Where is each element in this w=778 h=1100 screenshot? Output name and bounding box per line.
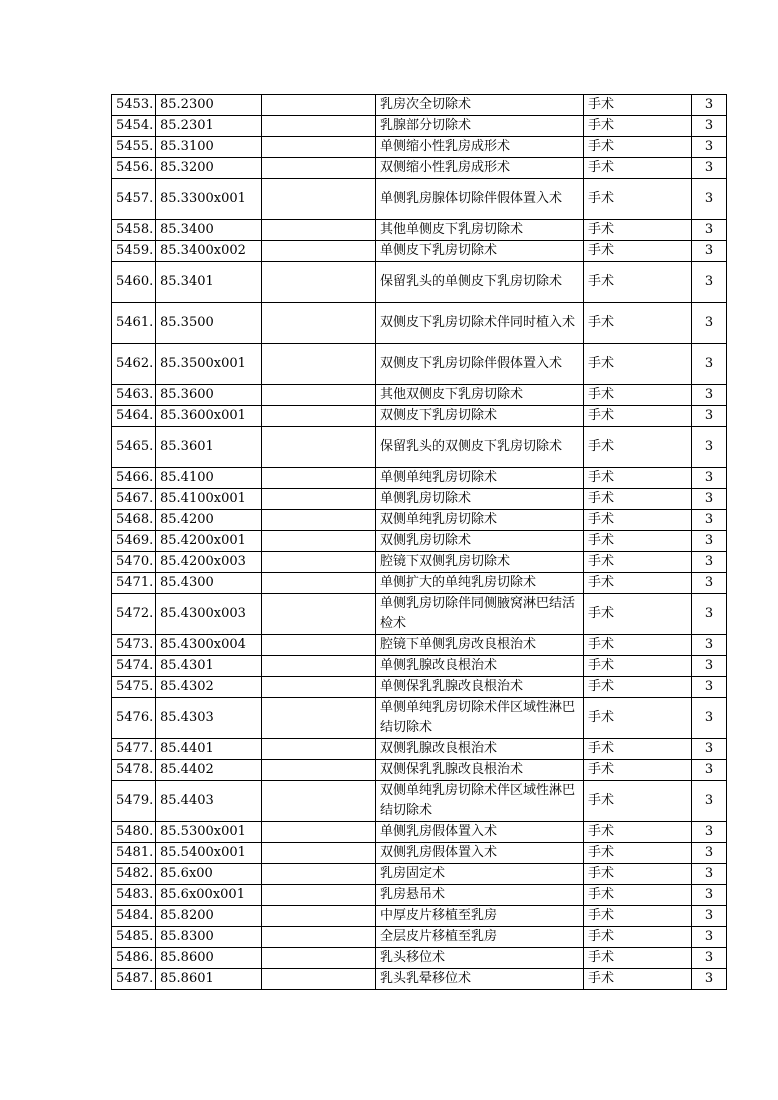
procedure-category: 手术 [584, 510, 692, 531]
procedure-name: 全层皮片移植至乳房 [376, 927, 584, 948]
procedure-code: 85.8601 [156, 969, 262, 990]
procedure-name: 单侧缩小性乳房成形术 [376, 137, 584, 158]
table-row [112, 739, 727, 760]
row-number: 5467. [112, 489, 156, 510]
extra-code [262, 179, 376, 220]
table-row [112, 406, 727, 427]
procedure-level: 3 [692, 677, 727, 698]
procedure-category: 手术 [584, 906, 692, 927]
procedure-code: 85.4100 [156, 468, 262, 489]
procedure-level: 3 [692, 489, 727, 510]
procedure-name: 乳头移位术 [376, 948, 584, 969]
procedure-code: 85.3600 [156, 385, 262, 406]
procedure-category: 手术 [584, 885, 692, 906]
procedure-category: 手术 [584, 760, 692, 781]
table-row [112, 427, 727, 468]
extra-code [262, 635, 376, 656]
procedure-code: 85.2301 [156, 116, 262, 137]
table-row [112, 822, 727, 843]
procedure-code: 85.4303 [156, 698, 262, 739]
procedure-name: 单侧扩大的单纯乳房切除术 [376, 573, 584, 594]
procedure-name: 乳房次全切除术 [376, 95, 584, 116]
row-number: 5456. [112, 158, 156, 179]
extra-code [262, 948, 376, 969]
procedure-name: 乳房悬吊术 [376, 885, 584, 906]
row-number: 5464. [112, 406, 156, 427]
procedure-code: 85.3300x001 [156, 179, 262, 220]
table-row [112, 781, 727, 822]
procedure-level: 3 [692, 220, 727, 241]
table-row [112, 158, 727, 179]
procedure-category: 手术 [584, 137, 692, 158]
procedure-code: 85.2300 [156, 95, 262, 116]
row-number: 5459. [112, 241, 156, 262]
procedure-name: 单侧单纯乳房切除术 [376, 468, 584, 489]
procedure-level: 3 [692, 739, 727, 760]
row-number: 5461. [112, 303, 156, 344]
procedure-name: 单侧乳腺改良根治术 [376, 656, 584, 677]
table-row [112, 303, 727, 344]
row-number: 5481. [112, 843, 156, 864]
procedure-name: 单侧乳房切除术 [376, 489, 584, 510]
procedure-level: 3 [692, 137, 727, 158]
procedure-category: 手术 [584, 948, 692, 969]
extra-code [262, 262, 376, 303]
procedure-name: 双侧皮下乳房切除伴假体置入术 [376, 344, 584, 385]
row-number: 5483. [112, 885, 156, 906]
procedure-category: 手术 [584, 489, 692, 510]
procedure-name: 双侧单纯乳房切除术伴区域性淋巴结切除术 [376, 781, 584, 822]
procedure-level: 3 [692, 158, 727, 179]
procedure-category: 手术 [584, 116, 692, 137]
procedure-level: 3 [692, 303, 727, 344]
procedure-name: 乳腺部分切除术 [376, 116, 584, 137]
procedure-code: 85.4301 [156, 656, 262, 677]
extra-code [262, 698, 376, 739]
procedure-level: 3 [692, 468, 727, 489]
procedure-level: 3 [692, 822, 727, 843]
row-number: 5454. [112, 116, 156, 137]
extra-code [262, 489, 376, 510]
extra-code [262, 510, 376, 531]
procedure-code: 85.4200x001 [156, 531, 262, 552]
procedure-table-body [112, 95, 727, 990]
procedure-level: 3 [692, 116, 727, 137]
extra-code [262, 573, 376, 594]
row-number: 5471. [112, 573, 156, 594]
procedure-name: 其他单侧皮下乳房切除术 [376, 220, 584, 241]
procedure-code: 85.4200 [156, 510, 262, 531]
procedure-category: 手术 [584, 573, 692, 594]
procedure-level: 3 [692, 262, 727, 303]
table-row [112, 344, 727, 385]
row-number: 5477. [112, 739, 156, 760]
extra-code [262, 864, 376, 885]
procedure-category: 手术 [584, 927, 692, 948]
extra-code [262, 385, 376, 406]
extra-code [262, 739, 376, 760]
row-number: 5457. [112, 179, 156, 220]
table-row [112, 864, 727, 885]
extra-code [262, 531, 376, 552]
procedure-category: 手术 [584, 656, 692, 677]
procedure-level: 3 [692, 385, 727, 406]
row-number: 5460. [112, 262, 156, 303]
procedure-code: 85.6x00x001 [156, 885, 262, 906]
procedure-category: 手术 [584, 864, 692, 885]
procedure-category: 手术 [584, 969, 692, 990]
row-number: 5468. [112, 510, 156, 531]
procedure-category: 手术 [584, 843, 692, 864]
procedure-level: 3 [692, 510, 727, 531]
row-number: 5470. [112, 552, 156, 573]
procedure-category: 手术 [584, 698, 692, 739]
table-row [112, 179, 727, 220]
row-number: 5458. [112, 220, 156, 241]
procedure-category: 手术 [584, 220, 692, 241]
procedure-code: 85.3400x002 [156, 241, 262, 262]
procedure-level: 3 [692, 95, 727, 116]
procedure-code: 85.5300x001 [156, 822, 262, 843]
procedure-name: 单侧皮下乳房切除术 [376, 241, 584, 262]
row-number: 5465. [112, 427, 156, 468]
procedure-name: 单侧乳房切除伴同侧腋窝淋巴结活检术 [376, 594, 584, 635]
row-number: 5487. [112, 969, 156, 990]
procedure-code: 85.4300x003 [156, 594, 262, 635]
procedure-code: 85.4200x003 [156, 552, 262, 573]
extra-code [262, 927, 376, 948]
table-row [112, 927, 727, 948]
procedure-code: 85.5400x001 [156, 843, 262, 864]
row-number: 5462. [112, 344, 156, 385]
procedure-level: 3 [692, 927, 727, 948]
procedure-name: 腔镜下双侧乳房切除术 [376, 552, 584, 573]
procedure-code: 85.3100 [156, 137, 262, 158]
procedure-category: 手术 [584, 158, 692, 179]
procedure-category: 手术 [584, 303, 692, 344]
procedure-category: 手术 [584, 635, 692, 656]
procedure-code: 85.3500x001 [156, 344, 262, 385]
procedure-code: 85.4100x001 [156, 489, 262, 510]
procedure-table [111, 94, 727, 990]
extra-code [262, 885, 376, 906]
extra-code [262, 781, 376, 822]
procedure-level: 3 [692, 760, 727, 781]
row-number: 5482. [112, 864, 156, 885]
procedure-name: 腔镜下单侧乳房改良根治术 [376, 635, 584, 656]
extra-code [262, 822, 376, 843]
row-number: 5453. [112, 95, 156, 116]
table-row [112, 698, 727, 739]
table-row [112, 468, 727, 489]
procedure-category: 手术 [584, 344, 692, 385]
table-row [112, 95, 727, 116]
row-number: 5479. [112, 781, 156, 822]
procedure-category: 手术 [584, 677, 692, 698]
row-number: 5476. [112, 698, 156, 739]
extra-code [262, 760, 376, 781]
extra-code [262, 137, 376, 158]
procedure-level: 3 [692, 179, 727, 220]
procedure-code: 85.4401 [156, 739, 262, 760]
table-row [112, 552, 727, 573]
procedure-name: 保留乳头的单侧皮下乳房切除术 [376, 262, 584, 303]
procedure-name: 双侧皮下乳房切除术伴同时植入术 [376, 303, 584, 344]
procedure-level: 3 [692, 781, 727, 822]
procedure-level: 3 [692, 635, 727, 656]
extra-code [262, 427, 376, 468]
procedure-category: 手术 [584, 739, 692, 760]
procedure-name: 单侧单纯乳房切除术伴区域性淋巴结切除术 [376, 698, 584, 739]
procedure-name: 双侧乳房假体置入术 [376, 843, 584, 864]
procedure-name: 乳房固定术 [376, 864, 584, 885]
table-row [112, 948, 727, 969]
extra-code [262, 158, 376, 179]
procedure-level: 3 [692, 698, 727, 739]
table-row [112, 885, 727, 906]
procedure-category: 手术 [584, 594, 692, 635]
procedure-level: 3 [692, 656, 727, 677]
procedure-name: 双侧保乳乳腺改良根治术 [376, 760, 584, 781]
extra-code [262, 468, 376, 489]
row-number: 5469. [112, 531, 156, 552]
procedure-code: 85.3601 [156, 427, 262, 468]
procedure-name: 乳头乳晕移位术 [376, 969, 584, 990]
extra-code [262, 303, 376, 344]
procedure-category: 手术 [584, 179, 692, 220]
extra-code [262, 241, 376, 262]
procedure-category: 手术 [584, 781, 692, 822]
table-row [112, 906, 727, 927]
row-number: 5472. [112, 594, 156, 635]
procedure-category: 手术 [584, 241, 692, 262]
table-row [112, 489, 727, 510]
extra-code [262, 843, 376, 864]
procedure-name: 中厚皮片移植至乳房 [376, 906, 584, 927]
extra-code [262, 220, 376, 241]
procedure-code: 85.3600x001 [156, 406, 262, 427]
table-row [112, 220, 727, 241]
procedure-code: 85.4300x004 [156, 635, 262, 656]
table-row [112, 594, 727, 635]
procedure-category: 手术 [584, 531, 692, 552]
procedure-code: 85.4302 [156, 677, 262, 698]
procedure-level: 3 [692, 885, 727, 906]
row-number: 5473. [112, 635, 156, 656]
row-number: 5480. [112, 822, 156, 843]
row-number: 5455. [112, 137, 156, 158]
row-number: 5485. [112, 927, 156, 948]
table-row [112, 510, 727, 531]
procedure-level: 3 [692, 906, 727, 927]
procedure-level: 3 [692, 948, 727, 969]
procedure-name: 双侧乳房切除术 [376, 531, 584, 552]
procedure-category: 手术 [584, 468, 692, 489]
procedure-code: 85.4402 [156, 760, 262, 781]
procedure-code: 85.3401 [156, 262, 262, 303]
extra-code [262, 95, 376, 116]
procedure-name: 双侧乳腺改良根治术 [376, 739, 584, 760]
row-number: 5478. [112, 760, 156, 781]
table-row [112, 385, 727, 406]
table-row [112, 241, 727, 262]
procedure-level: 3 [692, 427, 727, 468]
procedure-code: 85.8300 [156, 927, 262, 948]
procedure-level: 3 [692, 406, 727, 427]
procedure-name: 其他双侧皮下乳房切除术 [376, 385, 584, 406]
procedure-name: 双侧皮下乳房切除术 [376, 406, 584, 427]
table-row [112, 969, 727, 990]
procedure-name: 双侧单纯乳房切除术 [376, 510, 584, 531]
procedure-code: 85.3400 [156, 220, 262, 241]
table-row [112, 137, 727, 158]
procedure-category: 手术 [584, 552, 692, 573]
row-number: 5466. [112, 468, 156, 489]
procedure-level: 3 [692, 864, 727, 885]
procedure-level: 3 [692, 573, 727, 594]
extra-code [262, 969, 376, 990]
procedure-name: 保留乳头的双侧皮下乳房切除术 [376, 427, 584, 468]
procedure-name: 单侧乳房假体置入术 [376, 822, 584, 843]
row-number: 5463. [112, 385, 156, 406]
procedure-category: 手术 [584, 385, 692, 406]
table-row [112, 262, 727, 303]
row-number: 5484. [112, 906, 156, 927]
table-row [112, 573, 727, 594]
extra-code [262, 116, 376, 137]
procedure-code: 85.4300 [156, 573, 262, 594]
table-row [112, 116, 727, 137]
procedure-code: 85.3200 [156, 158, 262, 179]
extra-code [262, 552, 376, 573]
extra-code [262, 677, 376, 698]
row-number: 5475. [112, 677, 156, 698]
procedure-code: 85.4403 [156, 781, 262, 822]
procedure-level: 3 [692, 552, 727, 573]
extra-code [262, 406, 376, 427]
procedure-code: 85.3500 [156, 303, 262, 344]
procedure-code: 85.6x00 [156, 864, 262, 885]
row-number: 5486. [112, 948, 156, 969]
procedure-level: 3 [692, 843, 727, 864]
table-row [112, 531, 727, 552]
procedure-category: 手术 [584, 822, 692, 843]
extra-code [262, 656, 376, 677]
procedure-code: 85.8600 [156, 948, 262, 969]
procedure-level: 3 [692, 531, 727, 552]
table-row [112, 656, 727, 677]
procedure-level: 3 [692, 594, 727, 635]
procedure-name: 双侧缩小性乳房成形术 [376, 158, 584, 179]
procedure-category: 手术 [584, 406, 692, 427]
row-number: 5474. [112, 656, 156, 677]
extra-code [262, 594, 376, 635]
procedure-level: 3 [692, 969, 727, 990]
procedure-code: 85.8200 [156, 906, 262, 927]
procedure-category: 手术 [584, 95, 692, 116]
table-row [112, 760, 727, 781]
extra-code [262, 906, 376, 927]
procedure-name: 单侧乳房腺体切除伴假体置入术 [376, 179, 584, 220]
procedure-category: 手术 [584, 427, 692, 468]
procedure-level: 3 [692, 241, 727, 262]
procedure-name: 单侧保乳乳腺改良根治术 [376, 677, 584, 698]
procedure-category: 手术 [584, 262, 692, 303]
table-row [112, 677, 727, 698]
table-row [112, 843, 727, 864]
extra-code [262, 344, 376, 385]
table-row [112, 635, 727, 656]
procedure-level: 3 [692, 344, 727, 385]
